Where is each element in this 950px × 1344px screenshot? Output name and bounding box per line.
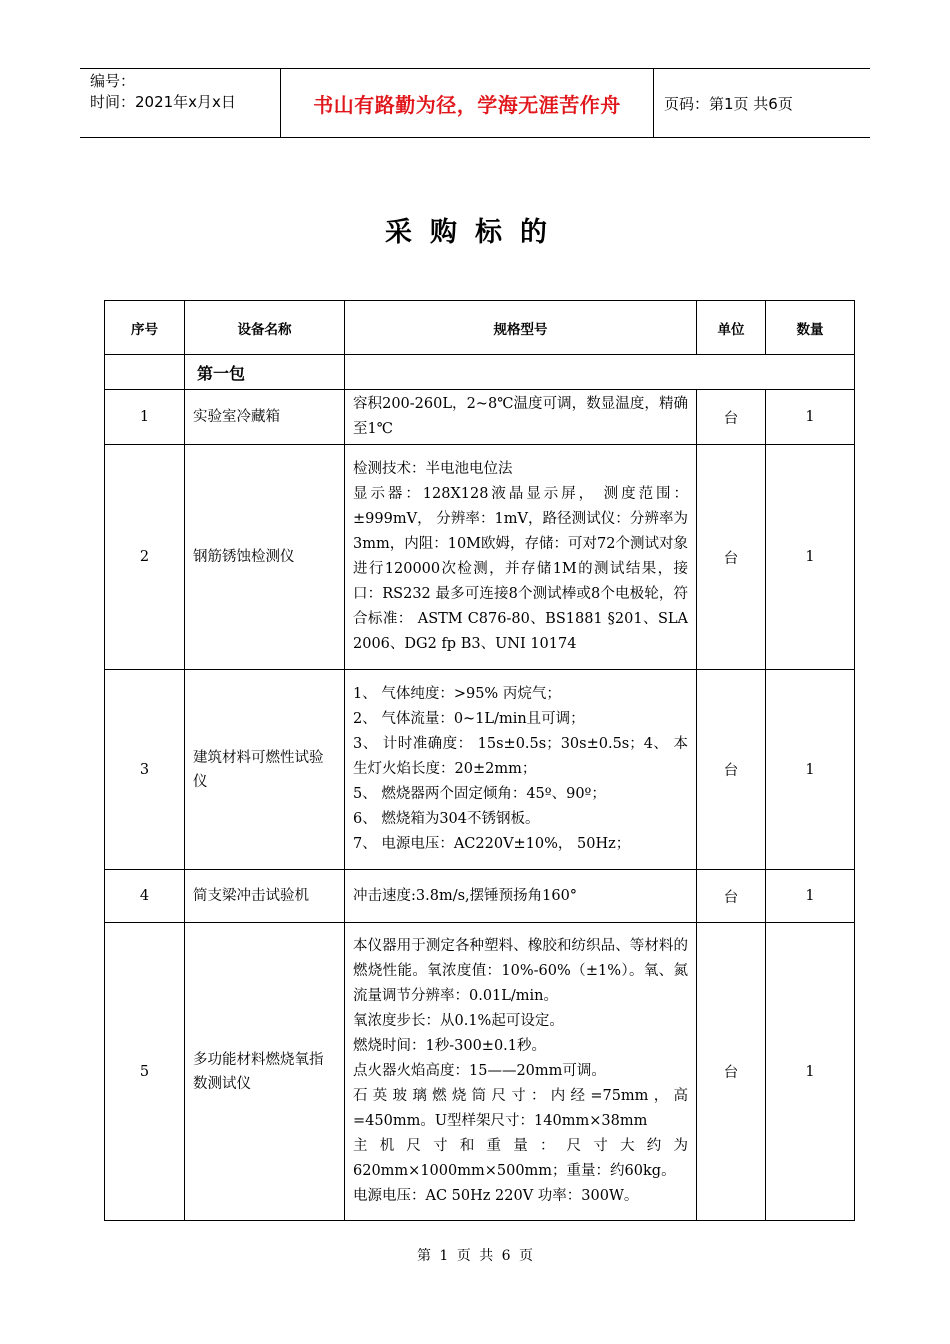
header-meta bbox=[80, 69, 281, 137]
row-equipment-name: 多功能材料燃烧氧指数测试仪 bbox=[185, 923, 345, 1221]
spec-line: 3、 计时准确度： 15s±0.5s；30s±0.5s；4、 本生灯火焰长度：20±2mm； bbox=[353, 736, 688, 777]
table-row bbox=[105, 445, 855, 670]
table-row bbox=[105, 390, 855, 445]
document-header bbox=[80, 68, 870, 138]
row-equipment-name: 实验室冷藏箱 bbox=[185, 390, 345, 445]
row-seq: 1 bbox=[105, 390, 185, 445]
table-row bbox=[105, 923, 855, 1221]
spec-line: 本仪器用于测定各种塑料、橡胶和纺织品、等材料的燃烧性能。氧浓度值：10%-60%（±1%）。氧、氮流量调节分辨率：0.01L/min。 bbox=[353, 938, 688, 1004]
row-spec bbox=[345, 670, 697, 870]
table-row bbox=[105, 870, 855, 923]
spec-line: 冲击速度:3.8m/s,摆锤预扬角160° bbox=[353, 887, 578, 904]
spec-line: 5、 燃烧器两个固定倾角：45º、90º； bbox=[353, 786, 606, 802]
row-unit: 台 bbox=[697, 870, 766, 923]
header-page-info: 页码：第1页 共6页 bbox=[664, 94, 793, 113]
header-motto: 书山有路勤为径，学海无涯苦作舟 bbox=[281, 69, 654, 137]
row-seq: 3 bbox=[105, 670, 185, 870]
row-equipment-name: 简支梁冲击试验机 bbox=[185, 870, 345, 923]
column-header-unit: 单位 bbox=[697, 301, 766, 355]
row-unit: 台 bbox=[697, 670, 766, 870]
spec-line: 电源电压：AC 50Hz 220V 功率：300W。 bbox=[353, 1188, 639, 1204]
row-spec bbox=[345, 445, 697, 670]
row-seq: 4 bbox=[105, 870, 185, 923]
spec-line: 氧浓度步长：从0.1%起可设定。 bbox=[353, 1013, 564, 1029]
row-qty: 1 bbox=[766, 870, 855, 923]
row-spec bbox=[345, 390, 697, 445]
row-equipment-name: 钢筋锈蚀检测仪 bbox=[185, 445, 345, 670]
column-header-qty: 数量 bbox=[766, 301, 855, 355]
document-date: 时间：2021年x月x日 bbox=[90, 93, 236, 111]
column-header-spec: 规格型号 bbox=[345, 301, 697, 355]
spec-line: 石英玻璃燃烧筒尺寸：内经=75mm，高=450mm。U型样架尺寸：140mm×38mm bbox=[353, 1088, 688, 1129]
row-spec bbox=[345, 870, 697, 923]
table-row bbox=[105, 670, 855, 870]
package-blank bbox=[105, 355, 185, 390]
spec-line: 容积200-260L，2~8℃温度可调，数显温度，精确至1℃ bbox=[353, 396, 688, 437]
spec-line: 2、 气体流量：0~1L/min且可调； bbox=[353, 711, 585, 727]
package-row bbox=[105, 355, 855, 390]
spec-line: 主机尺寸和重量：尺寸大约为620mm×1000mm×500mm；重量：约60kg。 bbox=[353, 1138, 688, 1179]
spec-line: 7、 电源电压：AC220V±10%， 50Hz； bbox=[353, 836, 631, 852]
document-number: 编号： bbox=[90, 72, 136, 90]
column-header-name: 设备名称 bbox=[185, 301, 345, 355]
table-header-row bbox=[105, 301, 855, 355]
procurement-table bbox=[104, 300, 855, 1221]
page-footer: 第 1 页 共 6 页 bbox=[416, 1248, 534, 1264]
column-header-seq: 序号 bbox=[105, 301, 185, 355]
row-qty: 1 bbox=[766, 390, 855, 445]
spec-line: 6、 燃烧箱为304不锈钢板。 bbox=[353, 811, 540, 827]
row-unit: 台 bbox=[697, 390, 766, 445]
spec-line: 点火器火焰高度：15——20mm可调。 bbox=[353, 1063, 606, 1079]
package-blank-right bbox=[345, 355, 855, 390]
row-seq: 2 bbox=[105, 445, 185, 670]
row-qty: 1 bbox=[766, 670, 855, 870]
spec-line: 检测技术：半电池电位法 bbox=[353, 461, 513, 477]
row-equipment-name: 建筑材料可燃性试验仪 bbox=[185, 670, 345, 870]
package-label: 第一包 bbox=[185, 355, 345, 390]
row-unit: 台 bbox=[697, 445, 766, 670]
spec-line: 1、 气体纯度：>95% 丙烷气； bbox=[353, 686, 561, 702]
spec-line: 显示器：128X128液晶显示屏， 测度范围：±999mV， 分辨率：1mV，路径测试仪：分辨率为3mm，内阻：10M欧姆，存储：可对72个测试对象进行120000次检测，并存储1M的测试结果，接口：RS232 最多可连接8个测试棒或8个电极轮，符合标准： ASTM C876-80、BS1881 §201、SLA 2006、DG2 fp B3、UNI 10174 bbox=[353, 486, 688, 652]
spec-line: 燃烧时间：1秒-300±0.1秒。 bbox=[353, 1038, 547, 1054]
row-unit: 台 bbox=[697, 923, 766, 1221]
page-title: 采购标的 bbox=[385, 217, 565, 248]
row-seq: 5 bbox=[105, 923, 185, 1221]
row-qty: 1 bbox=[766, 445, 855, 670]
row-qty: 1 bbox=[766, 923, 855, 1221]
row-spec bbox=[345, 923, 697, 1221]
